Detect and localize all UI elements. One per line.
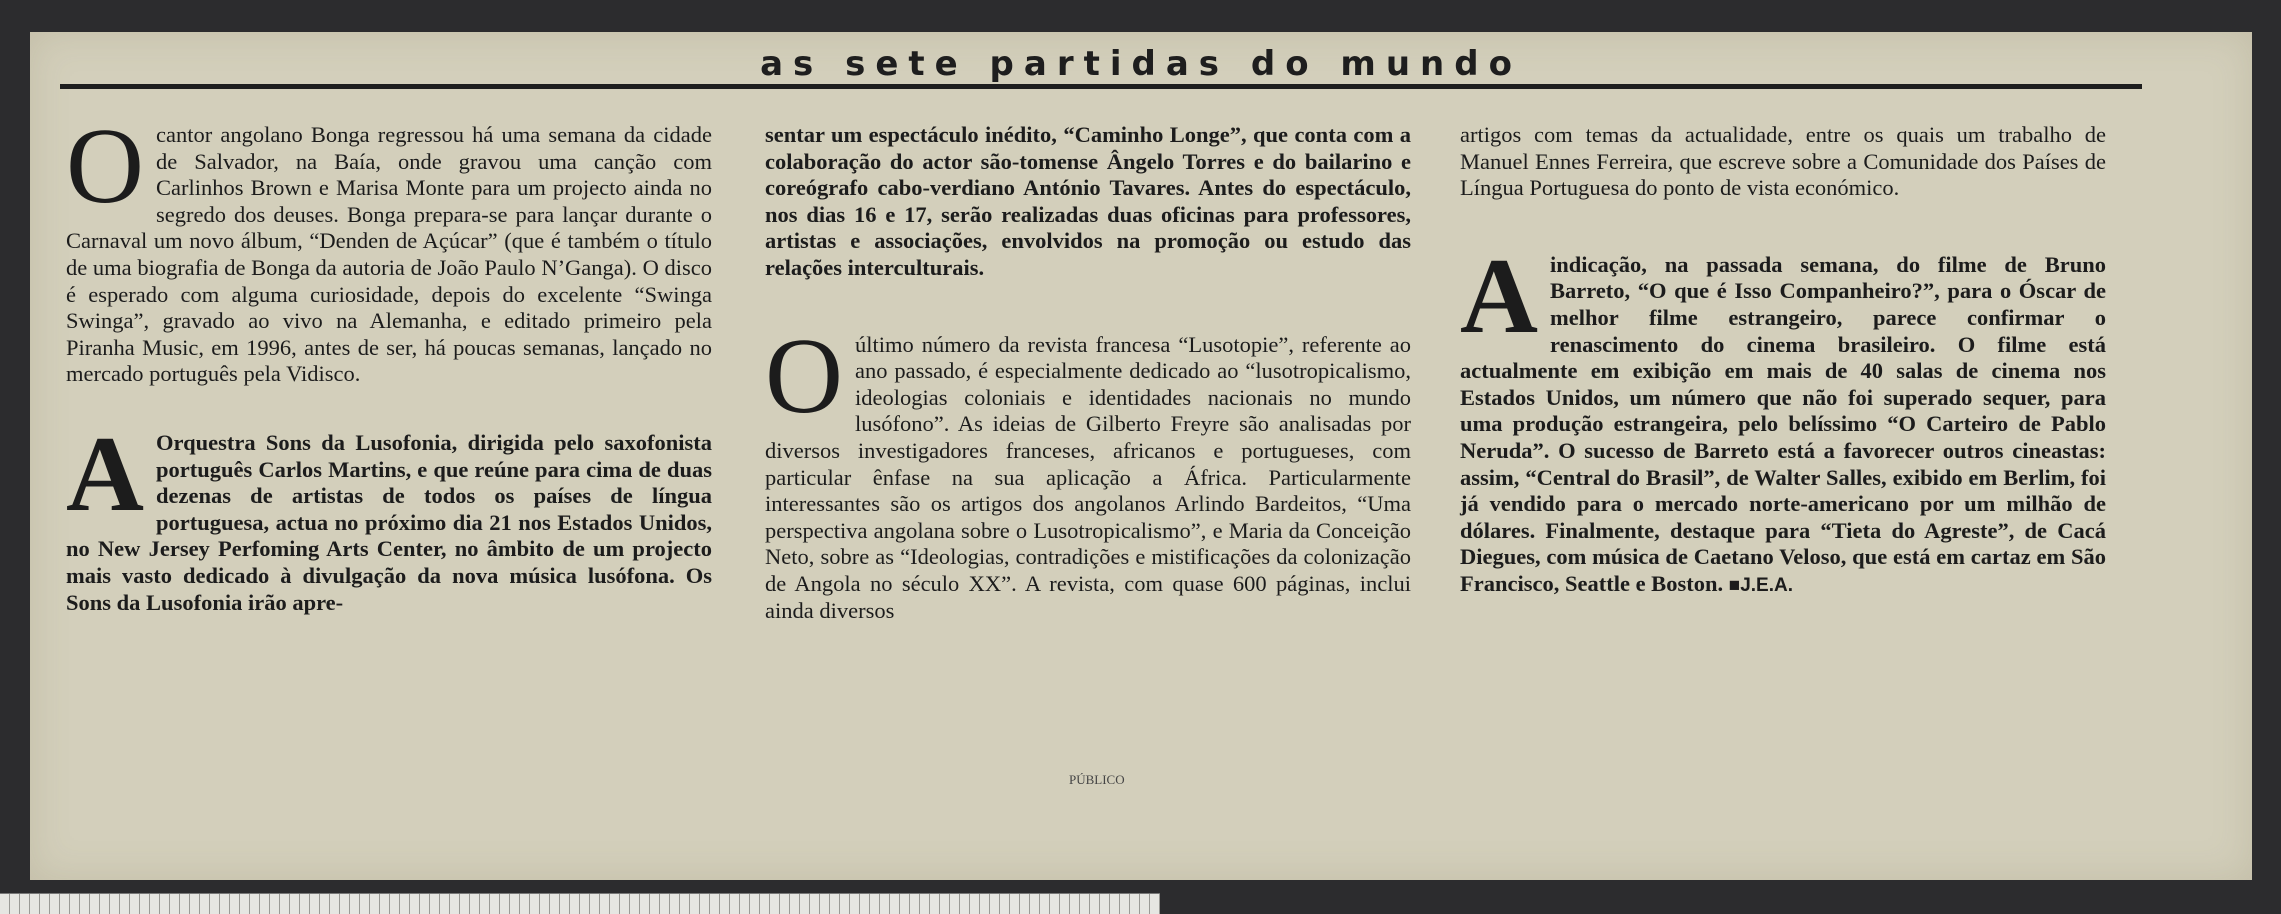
article-column-3 xyxy=(1460,122,2106,600)
paragraph-cplp xyxy=(1460,122,2106,202)
section-title: as sete partidas do mundo xyxy=(760,44,1522,84)
paragraph-barreto xyxy=(1460,236,2106,600)
header-rule xyxy=(60,84,2142,89)
paragraph-text: cantor angolano Bonga regressou há uma semana da cidade de Salvador, na Baía, onde gravou uma canção com Carlinhos Brown e Marisa Monte para um projecto ainda no segredo dos deuses. Bonga prepara-se para lançar durante o Carnaval um novo álbum, “Denden de Açúcar” (que é também o título de uma biografia de Bonga da autoria de João Paulo N’Ganga). O disco é esperado com alguma curiosidade, depois do excelente “Swinga Swinga”, gravado ao vivo na Alemanha, e editado primeiro pela Piranha Music, em 1996, antes de ser, há poucas semanas, lançado no mercado português pela Vidisco. xyxy=(66,122,712,387)
paragraph-text: artigos com temas da actualidade, entre os quais um trabalho de Manuel Ennes Ferreira, que escreve sobre a Comunidade dos Países de Língua Portuguesa do ponto de vista económico. xyxy=(1460,122,2106,201)
paragraph-caminho-longe xyxy=(765,122,1411,282)
measuring-ruler xyxy=(0,893,1160,914)
paragraph-text: sentar um espectáculo inédito, “Caminho Longe”, que conta com a colaboração do actor são-tomense Ângelo Torres e do bailarino e coreógrafo cabo-verdiano António Tavares. Antes do espectáculo, nos dias 16 e 17, serão realizadas duas oficinas para professores, artistas e associações, envolvidos na promoção ou estudo das relações interculturais. xyxy=(765,122,1411,280)
paragraph-text: último número da revista francesa “Lusotopie”, referente ao ano passado, é especialmente dedicado ao “lusotropicalismo, ideologias coloniais e identidades nacionais no mundo lusófono”. As ideias de Gilberto Freyre são analisadas por diversos investigadores franceses, africanos e portugueses, com particular ênfase na sua aplicação a África. Particularmente interessantes são os artigos dos angolanos Arlindo Bardeitos, “Uma perspectiva angolana sobre o Lusotropicalismo”, e Maria da Conceição Neto, sobre as “Ideologias, contradições e mistificações da colonização de Angola no século XX”. A revista, com quase 600 páginas, inclui ainda diversos xyxy=(765,331,1411,623)
newspaper-clipping xyxy=(30,32,2252,880)
paragraph-text: Orquestra Sons da Lusofonia, dirigida pelo saxofonista português Carlos Martins, e que reúne para cima de duas dezenas de artistas de todos os países de língua portuguesa, actua no próximo dia 21 nos Estados Unidos, no New Jersey Perfoming Arts Center, no âmbito de um projecto mais vasto dedicado à divulgação da nova música lusófona. Os Sons da Lusofonia irão apre- xyxy=(66,429,712,615)
drop-cap: A xyxy=(66,414,144,534)
paragraph-orquestra xyxy=(66,414,712,616)
paragraph-lusotopie xyxy=(765,316,1411,625)
publication-mark: PÚBLICO xyxy=(1069,772,1125,787)
article-column-2 xyxy=(765,122,1411,624)
paragraph-bonga xyxy=(66,107,712,388)
author-signature: ■J.E.A. xyxy=(1728,574,1793,596)
drop-cap: O xyxy=(765,316,843,436)
paragraph-text: indicação, na passada semana, do filme de Bruno Barreto, “O que é Isso Companheiro?”, para o Óscar de melhor filme estrangeiro, parece confirmar o renascimento do cinema brasileiro. O filme está actualmente em exibição em mais de 40 salas de cinema nos Estados Unidos, um número que não foi superado sequer, para uma produção estrangeira, pelo belíssimo “O Carteiro de Pablo Neruda”. O sucesso de Barreto está a favorecer outros cineastas: assim, “Central do Brasil”, de Walter Salles, exibido em Berlim, foi já vendido para o mercado norte-americano por um milhão de dólares. Finalmente, destaque para “Tieta do Agreste”, de Cacá Diegues, com música de Caetano Veloso, que está em cartaz em São Francisco, Seattle e Boston. xyxy=(1460,251,2106,596)
drop-cap: O xyxy=(66,107,144,226)
article-column-1 xyxy=(66,107,712,616)
drop-cap: A xyxy=(1460,236,1538,356)
